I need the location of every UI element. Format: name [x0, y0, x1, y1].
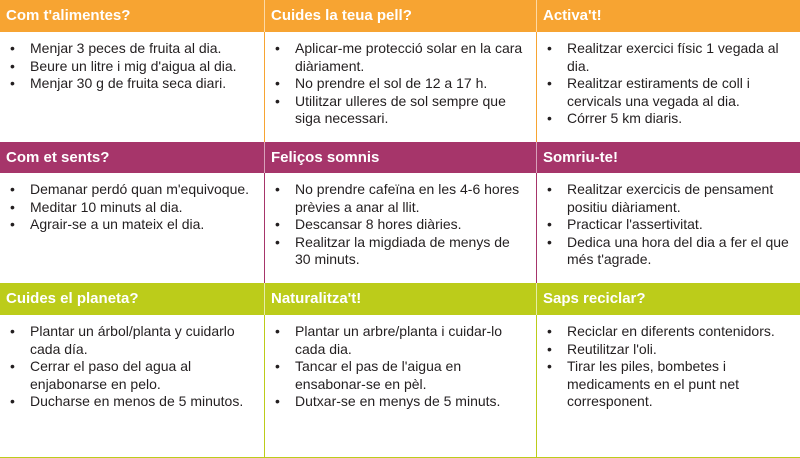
tips-list: [275, 323, 528, 411]
list-item: • Plantar un árbol/planta y cuidarlo cada día.: [10, 323, 256, 358]
header-activa-t: Activa't!: [536, 0, 800, 32]
list-item: • Reciclar en diferents contenidors.: [547, 323, 792, 341]
list-item: • Tirar les piles, bombetes i medicaments en el punt net corresponent.: [547, 358, 792, 411]
header-saps-reciclar: Saps reciclar?: [536, 283, 800, 315]
tips-list: [547, 40, 792, 128]
list-item: • Agrair-se a un mateix el dia.: [10, 216, 256, 234]
list-item: • Practicar l'assertivitat.: [547, 216, 792, 234]
cell-activa-t: [536, 32, 800, 142]
list-item: • Realitzar exercici físic 1 vegada al dia.: [547, 40, 792, 75]
list-item: • Utilitzar ulleres de sol sempre que siga necessari.: [275, 93, 528, 128]
header-com-t-alimentes: Com t'alimentes?: [0, 0, 264, 32]
header-felicos-somnis: Feliços somnis: [264, 142, 536, 173]
list-item: • No prendre el sol de 12 a 17 h.: [275, 75, 528, 93]
list-item: • Menjar 3 peces de fruita al dia.: [10, 40, 256, 58]
tips-list: [547, 323, 792, 411]
list-item: • Demanar perdó quan m'equivoque.: [10, 181, 256, 199]
cell-cuides-la-teua-pell: [264, 32, 536, 142]
header-somriu-te: Somriu-te!: [536, 142, 800, 173]
list-item: • Tancar el pas de l'aigua en ensabonar-se en pèl.: [275, 358, 528, 393]
tips-list: [547, 181, 792, 269]
tips-list: [275, 40, 528, 128]
cell-felicos-somnis: [264, 173, 536, 283]
tips-list: [10, 323, 256, 411]
list-item: • Realitzar exercicis de pensament positiu diàriament.: [547, 181, 792, 216]
list-item: • Plantar un arbre/planta i cuidar-lo cada dia.: [275, 323, 528, 358]
list-item: • Descansar 8 hores diàries.: [275, 216, 528, 234]
list-item: • Aplicar-me protecció solar en la cara diàriament.: [275, 40, 528, 75]
cell-cuides-el-planeta: [0, 315, 264, 458]
list-item: • No prendre cafeïna en les 4-6 hores prèvies a anar al llit.: [275, 181, 528, 216]
list-item: • Dedica una hora del dia a fer el que més t'agrade.: [547, 234, 792, 269]
tips-list: [10, 181, 256, 234]
list-item: • Cerrar el paso del agua al enjabonarse en pelo.: [10, 358, 256, 393]
list-item: • Ducharse en menos de 5 minutos.: [10, 393, 256, 411]
list-item: • Reutilitzar l'oli.: [547, 341, 792, 359]
list-item: • Dutxar-se en menys de 5 minuts.: [275, 393, 528, 411]
header-naturalitza-t: Naturalitza't!: [264, 283, 536, 315]
cell-saps-reciclar: [536, 315, 800, 458]
header-cuides-el-planeta: Cuides el planeta?: [0, 283, 264, 315]
tips-list: [10, 40, 256, 93]
cell-somriu-te: [536, 173, 800, 283]
header-com-et-sents: Com et sents?: [0, 142, 264, 173]
list-item: • Córrer 5 km diaris.: [547, 110, 792, 128]
list-item: • Beure un litre i mig d'aigua al dia.: [10, 58, 256, 76]
list-item: • Realitzar estiraments de coll i cervicals una vegada al dia.: [547, 75, 792, 110]
list-item: • Realitzar la migdiada de menys de 30 minuts.: [275, 234, 528, 269]
list-item: • Meditar 10 minuts al dia.: [10, 199, 256, 217]
cell-com-t-alimentes: [0, 32, 264, 142]
cell-naturalitza-t: [264, 315, 536, 458]
tips-list: [275, 181, 528, 269]
cell-com-et-sents: [0, 173, 264, 283]
header-cuides-la-teua-pell: Cuides la teua pell?: [264, 0, 536, 32]
list-item: • Menjar 30 g de fruita seca diari.: [10, 75, 256, 93]
